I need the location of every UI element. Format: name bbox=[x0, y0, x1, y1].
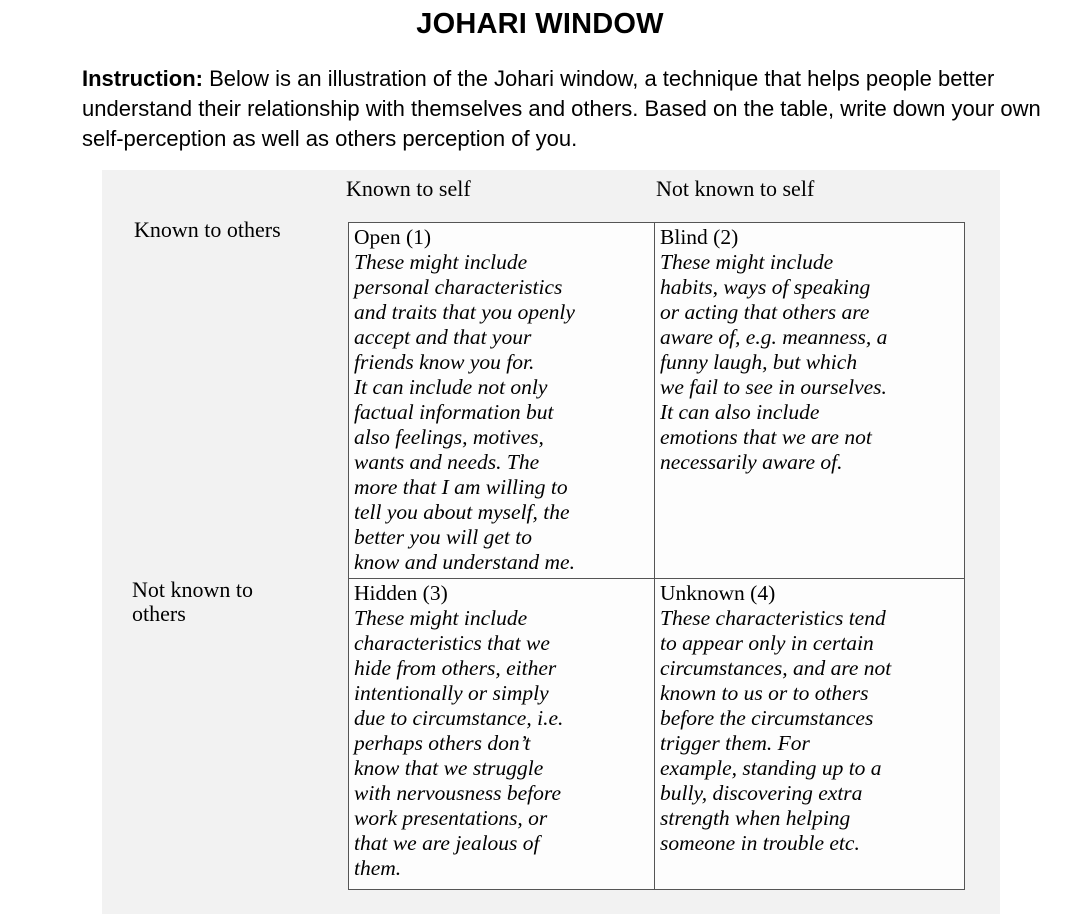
johari-window-image bbox=[102, 170, 1000, 914]
column-header-not-known-to-self: Not known to self bbox=[656, 176, 815, 201]
quadrant-blind bbox=[654, 222, 965, 580]
quadrant-open-title: Open (1) bbox=[354, 225, 432, 249]
quadrant-open bbox=[348, 222, 656, 580]
instruction-text: Below is an illustration of the Johari window, a technique that helps people better understand their relationship with themselves and others. Based on the table, write down your own self-perception as well as others perception of you. bbox=[82, 66, 1041, 151]
instruction-paragraph bbox=[82, 64, 1042, 154]
quadrant-hidden bbox=[348, 578, 656, 890]
page-title: JOHARI WINDOW bbox=[416, 8, 664, 40]
quadrant-hidden-title: Hidden (3) bbox=[354, 581, 448, 605]
quadrant-unknown-text: These characteristics tend to appear only in certain circumstances, and are not known to us or to others before the circumstances trigger them. For example, standing up to a bully, discovering extra strength when helping someone in trouble etc. bbox=[660, 606, 892, 855]
quadrant-blind-title: Blind (2) bbox=[660, 225, 739, 249]
quadrant-blind-text: These might include habits, ways of speaking or acting that others are aware of, e.g. meanness, a funny laugh, but which we fail to see in ourselves. It can also include emotions that we are not necessarily aware of. bbox=[660, 250, 888, 474]
column-header-known-to-self: Known to self bbox=[346, 176, 471, 201]
quadrant-unknown bbox=[654, 578, 965, 890]
quadrant-hidden-text: These might include characteristics that we hide from others, either intentionally or simply due to circumstance, i.e. perhaps others don’t know that we struggle with nervousness before work presentations, or that we are jealous of them. bbox=[354, 606, 564, 880]
row-header-known-to-others: Known to others bbox=[134, 217, 281, 242]
quadrant-unknown-title: Unknown (4) bbox=[660, 581, 776, 605]
quadrant-open-text: These might include personal characteristics and traits that you openly accept and that your friends know you for. It can include not only factual information but also feelings, motives, wants and needs. The more that I am willing to tell you about myself, the better you will get to know and understand me. bbox=[354, 250, 575, 574]
instruction-label: Instruction: bbox=[82, 66, 203, 91]
row-header-not-known-to-others: Not known to others bbox=[132, 577, 253, 626]
